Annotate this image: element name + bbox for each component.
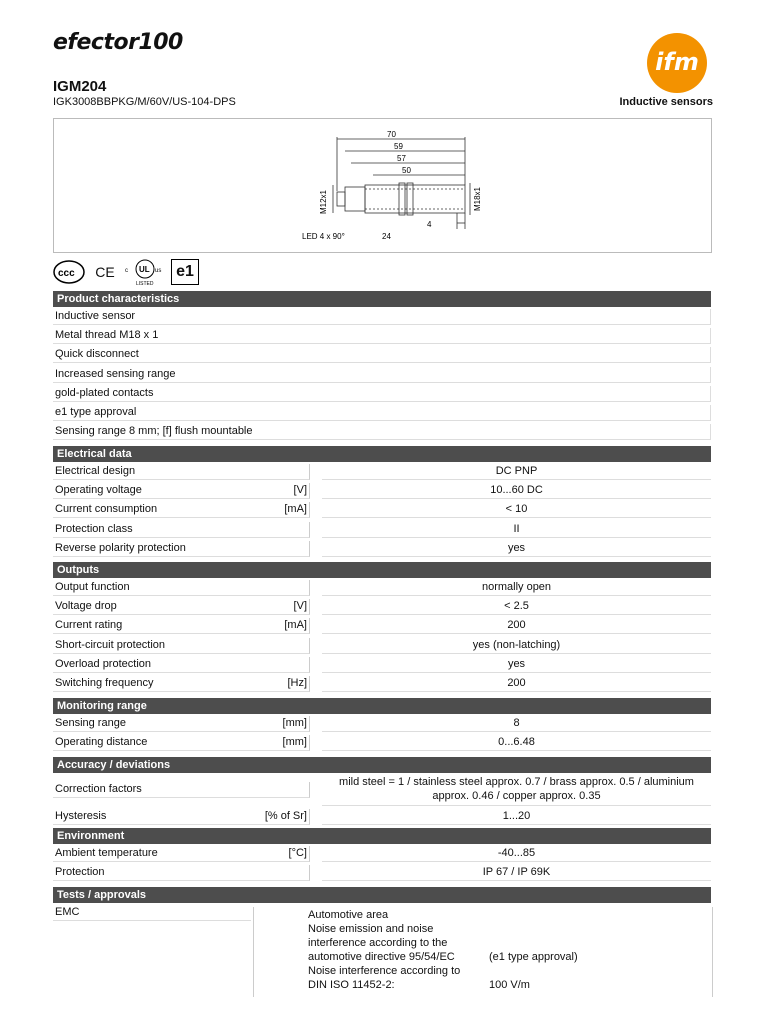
spec-row: [53, 462, 711, 481]
model-title: IGM204: [53, 78, 107, 95]
spec-value: -40...85: [322, 846, 711, 862]
spec-value: 200: [322, 618, 711, 634]
emc-line: Automotive area: [308, 909, 389, 921]
section: [53, 562, 711, 694]
spec-unit: [255, 522, 310, 538]
spec-label: Correction factors: [53, 782, 255, 798]
spec-unit: [% of Sr]: [255, 809, 310, 825]
spec-label: Operating distance: [53, 735, 255, 751]
spec-value: yes: [322, 541, 711, 557]
spec-unit: [255, 657, 310, 673]
spec-label: gold-plated contacts: [53, 386, 711, 402]
section: [53, 698, 711, 753]
dimension-drawing: [53, 118, 712, 253]
spec-row: [53, 617, 711, 636]
spec-row: [53, 807, 711, 826]
spec-unit: [V]: [255, 483, 310, 499]
spec-label: Current consumption: [53, 502, 255, 518]
spec-value: 1...20: [322, 809, 711, 825]
spec-row: [53, 714, 711, 733]
spec-label: Protection: [53, 865, 255, 881]
spec-row: [53, 501, 711, 520]
spec-row: [53, 520, 711, 539]
spec-unit: [mA]: [255, 618, 310, 634]
spec-row: [53, 863, 711, 882]
section: [53, 446, 711, 558]
ul-c-text: c: [125, 268, 128, 274]
spec-label: EMC: [53, 905, 251, 921]
ifm-logo-text: ifm: [655, 48, 699, 76]
spec-value: 200: [322, 676, 711, 692]
article-code: IGK3008BBPKG/M/60V/US-104-DPS: [53, 96, 236, 108]
spec-label: Sensing range 8 mm; [f] flush mountable: [53, 424, 711, 440]
spec-label: Switching frequency: [53, 676, 255, 692]
spec-unit: [°C]: [255, 846, 310, 862]
spec-unit: [255, 638, 310, 654]
spec-unit: [mA]: [255, 502, 310, 518]
spec-row: [53, 346, 711, 365]
spec-row: [53, 539, 711, 558]
section-header: Tests / approvals: [53, 887, 711, 903]
emc-line: Noise emission and noise: [308, 923, 434, 935]
wrench-size-label: 24: [382, 232, 391, 241]
ce-mark-icon: CE: [95, 264, 115, 280]
spec-unit: [255, 541, 310, 557]
spec-value: DC PNP: [322, 464, 711, 480]
spec-value: < 10: [322, 502, 711, 518]
spec-row: [53, 674, 711, 693]
section: [53, 828, 711, 883]
spec-label: Inductive sensor: [53, 309, 711, 325]
ul-listed-mark-icon: [125, 260, 165, 284]
spec-row: [53, 307, 711, 326]
emc-line-right: (e1 type approval): [489, 951, 578, 963]
ul-listed-text: LISTED: [136, 281, 154, 286]
spec-label: Electrical design: [53, 464, 255, 480]
spec-row: [53, 597, 711, 616]
led-label: LED 4 x 90°: [302, 232, 345, 241]
svg-text:ccc: ccc: [58, 268, 75, 279]
spec-value: II: [322, 522, 711, 538]
emc-line: interference according to the: [308, 937, 448, 949]
spec-label: Voltage drop: [53, 599, 255, 615]
ccc-mark-icon: [53, 260, 85, 284]
spec-value: yes: [322, 657, 711, 673]
spec-label: Increased sensing range: [53, 367, 711, 383]
brand-logo: efector100: [53, 30, 183, 55]
section: [53, 291, 711, 442]
spec-row: [53, 326, 711, 345]
spec-unit: [255, 865, 310, 881]
ul-us-text: us: [155, 268, 162, 274]
emc-line-right: 100 V/m: [489, 979, 530, 991]
spec-value: mild steel = 1 / stainless steel approx. 0.7 / brass approx. 0.5 / aluminium approx. 0.46 / copper approx. 0.35: [322, 775, 711, 806]
spec-row: [53, 481, 711, 500]
spec-unit: [255, 464, 310, 480]
section-header: Environment: [53, 828, 711, 844]
emc-line: DIN ISO 11452-2:: [308, 979, 395, 991]
section-header: Outputs: [53, 562, 711, 578]
spec-row: [53, 773, 711, 807]
section-header: Product characteristics: [53, 291, 711, 307]
sensor-drawing-svg: [54, 119, 711, 252]
section-header: Electrical data: [53, 446, 711, 462]
thread-right-label: M18x1: [473, 186, 482, 211]
spec-label: Sensing range: [53, 716, 255, 732]
spec-label: Quick disconnect: [53, 347, 711, 363]
spec-row: [53, 844, 711, 863]
spec-label: Ambient temperature: [53, 846, 255, 862]
spec-unit: [255, 782, 310, 798]
spec-label: Operating voltage: [53, 483, 255, 499]
spec-value: yes (non-latching): [322, 638, 711, 654]
spec-unit: [255, 580, 310, 596]
spec-value: 8: [322, 716, 711, 732]
spec-row: [53, 636, 711, 655]
spec-value: normally open: [322, 580, 711, 596]
spec-value: < 2.5: [322, 599, 711, 615]
spec-label: Output function: [53, 580, 255, 596]
spec-value: 10...60 DC: [322, 483, 711, 499]
thread-left-label: M12x1: [319, 189, 328, 214]
spec-label: Overload protection: [53, 657, 255, 673]
spec-row: [53, 655, 711, 674]
spec-label: Reverse polarity protection: [53, 541, 255, 557]
section-header: Accuracy / deviations: [53, 757, 711, 773]
spec-value: IP 67 / IP 69K: [322, 865, 711, 881]
emc-line: Noise interference according to: [308, 965, 461, 977]
spec-row: [53, 403, 711, 422]
ul-text: UL: [139, 265, 150, 274]
ifm-logo: [647, 33, 707, 93]
spec-label: Current rating: [53, 618, 255, 634]
spec-row: [53, 578, 711, 597]
e1-mark-icon: e1: [171, 259, 199, 285]
spec-unit: [mm]: [255, 716, 310, 732]
spec-unit: [V]: [255, 599, 310, 615]
spec-label: Hysteresis: [53, 809, 255, 825]
spec-label: Metal thread M18 x 1: [53, 328, 711, 344]
spec-label: Protection class: [53, 522, 255, 538]
dim-50-label: 50: [402, 166, 411, 175]
spec-row: [53, 365, 711, 384]
spec-unit: [Hz]: [255, 676, 310, 692]
category-label: Inductive sensors: [619, 96, 713, 108]
spec-label: Short-circuit protection: [53, 638, 255, 654]
spec-row: [53, 733, 711, 752]
dim-4-label: 4: [427, 220, 432, 229]
spec-unit: [mm]: [255, 735, 310, 751]
emc-line: automotive directive 95/54/EC: [308, 951, 455, 963]
dim-57-label: 57: [397, 154, 406, 163]
dim-59-label: 59: [394, 142, 403, 151]
spec-label: e1 type approval: [53, 405, 711, 421]
emc-details: [253, 907, 713, 997]
section-header: Monitoring range: [53, 698, 711, 714]
spec-value: 0...6.48: [322, 735, 711, 751]
section: [53, 757, 711, 826]
spec-row: [53, 384, 711, 403]
dim-70-label: 70: [387, 130, 396, 139]
certification-marks: [53, 258, 199, 286]
spec-row: [53, 423, 711, 442]
